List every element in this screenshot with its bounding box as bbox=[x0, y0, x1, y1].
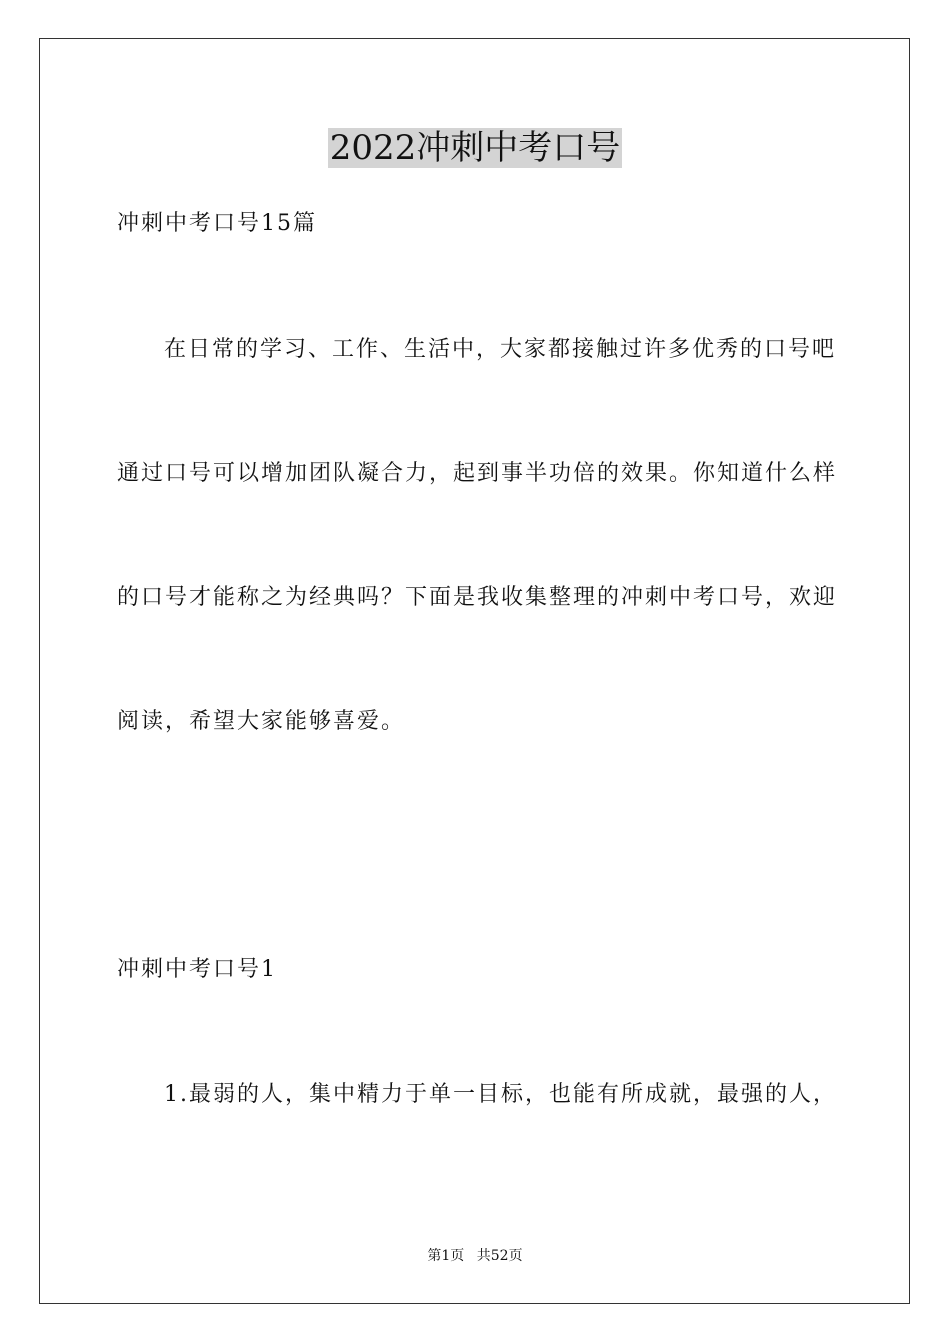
section-heading: 冲刺中考口号1 bbox=[117, 957, 277, 982]
document-title bbox=[0, 126, 950, 170]
page-number: 第1页 bbox=[427, 1248, 465, 1264]
paragraph-line: 的口号才能称之为经典吗？下面是我收集整理的冲刺中考口号，欢迎 bbox=[117, 585, 838, 610]
title-text: 2022冲刺中考口号 bbox=[329, 128, 621, 168]
paragraph-line: 通过口号可以增加团队凝合力，起到事半功倍的效果。你知道什么样 bbox=[117, 461, 838, 486]
document-subtitle: 冲刺中考口号15篇 bbox=[117, 211, 317, 236]
paragraph-line: 在日常的学习、工作、生活中，大家都接触过许多优秀的口号吧 bbox=[164, 337, 837, 362]
page-total: 共52页 bbox=[476, 1248, 523, 1264]
page-footer bbox=[0, 1246, 950, 1266]
list-item: 1.最弱的人，集中精力于单一目标，也能有所成就，最强的人， bbox=[164, 1082, 837, 1107]
paragraph-line: 阅读，希望大家能够喜爱。 bbox=[117, 709, 406, 734]
